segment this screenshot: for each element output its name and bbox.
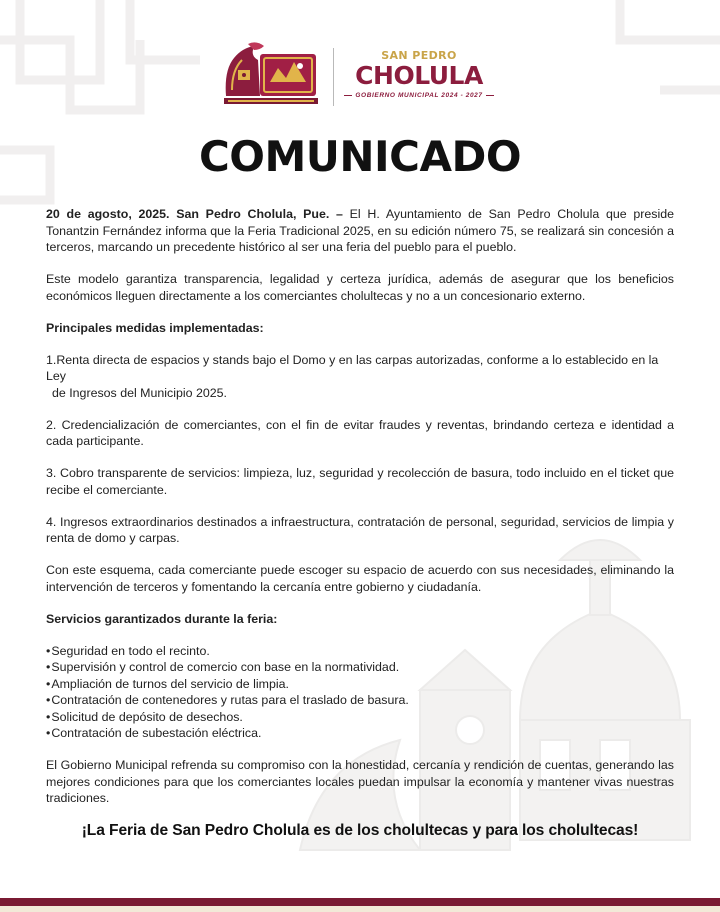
measure-item-1-line1: 1.Renta directa de espacios y stands bajo el Domo y en las carpas autorizadas, conforme a lo establecido en la Ley bbox=[46, 352, 659, 383]
measures-heading: Principales medidas implementadas: bbox=[46, 320, 264, 335]
intro-paragraph bbox=[46, 206, 674, 256]
municipal-logo bbox=[344, 50, 494, 99]
logo-divider bbox=[333, 48, 334, 106]
brand-line-cholula: CHOLULA bbox=[355, 61, 483, 90]
list-item: • Solicitud de depósito de desechos. bbox=[46, 709, 674, 726]
page-title: COMUNICADO bbox=[198, 132, 522, 181]
brand-government-label: GOBIERNO MUNICIPAL 2024 - 2027 bbox=[355, 92, 483, 99]
brand-line-government bbox=[344, 92, 494, 99]
measure-item-2: 2. Credencialización de comerciantes, con el fin de evitar fraudes y reventas, brindando certeza e identidad a cada participante. bbox=[46, 417, 674, 448]
header bbox=[0, 38, 720, 110]
list-item: • Supervisión y control de comercio con base en la normatividad. bbox=[46, 659, 674, 676]
services-list bbox=[46, 643, 674, 742]
footer-bar bbox=[0, 898, 720, 912]
services-heading: Servicios garantizados durante la feria: bbox=[46, 611, 278, 626]
measure-item-1 bbox=[46, 352, 674, 402]
measure-item-3: 3. Cobro transparente de servicios: limpieza, luz, seguridad y recolección de basura, todo incluido en el ticket que recibe el comerciante. bbox=[46, 466, 674, 497]
list-item: • Contratación de subestación eléctrica. bbox=[46, 725, 674, 742]
paragraph-transparency: Este modelo garantiza transparencia, legalidad y certeza jurídica, además de asegurar que los beneficios económicos lleguen directamente a los comerciantes cholultecas y no a un concesionario externo. bbox=[46, 272, 674, 303]
closing-slogan: ¡La Feria de San Pedro Cholula es de los cholultecas y para los cholultecas! bbox=[81, 822, 639, 839]
list-item: • Seguridad en todo el recinto. bbox=[46, 643, 674, 660]
communique-body bbox=[46, 206, 674, 822]
paragraph-scheme: Con este esquema, cada comerciante puede escoger su espacio de acuerdo con sus necesidades, eliminando la intervención de terceros y fomentando la cercanía entre gobierno y ciudadanía. bbox=[46, 563, 674, 594]
brand-rule-right bbox=[486, 95, 494, 96]
list-item: • Ampliación de turnos del servicio de limpia. bbox=[46, 676, 674, 693]
list-item: • Contratación de contenedores y rutas para el traslado de basura. bbox=[46, 692, 674, 709]
pre-hispanic-glyph-emblem-icon bbox=[220, 40, 324, 108]
measure-item-1-line2: de Ingresos del Municipio 2025. bbox=[52, 385, 227, 400]
paragraph-commitment: El Gobierno Municipal refrenda su compromiso con la honestidad, cercanía y rendición de cuentas, generando las mejores condiciones para que los comerciantes locales puedan impulsar la economía y mantener vivas nuestras tradiciones. bbox=[46, 758, 674, 805]
brand-line-san-pedro: SAN PEDRO bbox=[381, 49, 457, 62]
intro-dateline: 20 de agosto, 2025. San Pedro Cholula, Pue. – bbox=[46, 207, 343, 221]
brand-rule-left bbox=[344, 95, 352, 96]
intro-text: El H. Ayuntamiento de San Pedro Cholula que preside Tonantzin Fernández informa que la Feria Tradicional 2025, en su edición número 75, se realizará sin concesión a terceros, marcando un precedente histórico al ser una feria del pueblo para el pueblo. bbox=[46, 207, 674, 254]
measure-item-4: 4. Ingresos extraordinarios destinados a infraestructura, contratación de personal, seguridad, servicios de limpia y renta de domo y carpas. bbox=[46, 514, 674, 545]
